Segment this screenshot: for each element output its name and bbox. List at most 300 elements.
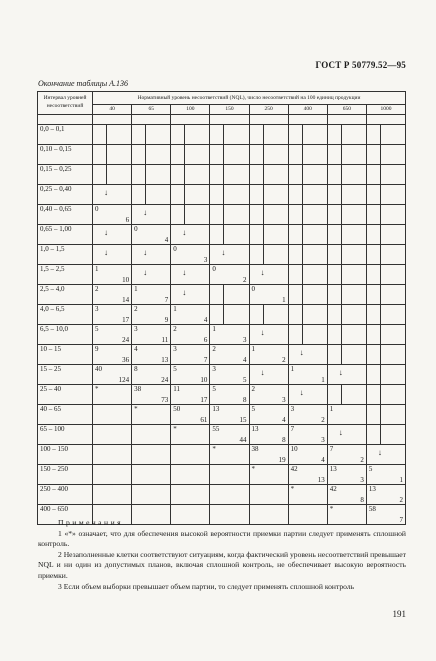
plan-cell [93,245,132,265]
acceptance-number: 42 [329,485,337,493]
plan-cell [288,265,327,285]
plan-cell [210,385,249,405]
blank-cell [171,115,210,125]
plan-cell [210,225,249,245]
plan-cell [93,485,132,505]
plan-cell [288,145,327,165]
plan-cell [132,225,171,245]
acceptance-number: 13 [329,465,337,473]
plan-cell [288,365,327,385]
plan-cell [210,445,249,465]
plan-cell [171,325,210,345]
interval-label: 1,5 – 2,5 [38,265,93,285]
plan-cell [327,345,366,365]
interval-label: 250 – 400 [38,485,93,505]
acceptance-number: 3 [212,365,216,373]
continuation-line [223,225,224,244]
continuation-line [341,285,342,304]
plan-cell [327,125,366,145]
plan-cell [249,165,288,185]
plan-cell [132,265,171,285]
plan-cell [93,385,132,405]
sample-size: 6 [125,216,130,224]
plan-cell [210,285,249,305]
row-header: Интервал уровней несоответствий [38,92,93,115]
acceptance-number: * [134,405,138,413]
continuation-line [302,285,303,304]
plan-cell [288,165,327,185]
column-group-header: Нормативный уровень несоответствий (NQL), число несоответствий на 100 единиц продукции [93,92,406,105]
continuation-line [263,165,264,184]
continuation-line [184,185,185,204]
plan-cell [366,445,405,465]
continuation-line [302,305,303,324]
plan-cell [171,345,210,365]
sample-size: 7 [203,356,208,364]
continuation-line [341,185,342,204]
sample-size: 10 [122,276,130,284]
interval-label: 10 – 15 [38,345,93,365]
plan-cell [327,485,366,505]
plan-cell [132,245,171,265]
acceptance-number: 4 [134,345,138,353]
interval-label: 0,65 – 1,00 [38,225,93,245]
interval-label: 6,5 – 10,0 [38,325,93,345]
plan-cell [249,245,288,265]
continuation-line [223,185,224,204]
acceptance-number: * [251,465,255,473]
acceptance-number: 3 [290,405,295,413]
plan-cell [93,225,132,245]
plan-cell [93,445,132,465]
sample-size: 10 [200,376,208,384]
table-row [38,385,406,405]
plan-cell [132,205,171,225]
plan-cell [249,385,288,405]
column-header: 650 [327,105,366,115]
plan-cell [132,125,171,145]
acceptance-number: 0 [95,205,99,213]
plan-cell [327,365,366,385]
continuation-line [380,145,381,164]
down-arrow-icon: ↓ [182,288,187,297]
plan-cell [249,125,288,145]
plan-cell [249,145,288,165]
continuation-line [223,165,224,184]
acceptance-number: 13 [251,425,259,433]
plan-cell [210,485,249,505]
continuation-line [302,185,303,204]
plan-cell [93,305,132,325]
plan-cell [366,425,405,445]
continuation-line [106,125,107,144]
acceptance-number: 0 [173,245,177,253]
sample-size: 8 [360,496,364,504]
plan-cell [93,145,132,165]
plan-cell [171,245,210,265]
table-row [38,405,406,425]
sample-size: 73 [161,396,169,404]
plan-cell [132,165,171,185]
plan-cell [171,165,210,185]
plan-cell [327,425,366,445]
sample-size: 3 [203,256,208,264]
standard-number: ГОСТ Р 50779.52—95 [315,60,406,70]
sample-size: 24 [161,376,169,384]
sample-size: 17 [122,316,130,324]
continuation-line [223,125,224,144]
acceptance-number: 5 [212,385,216,393]
table-caption: Окончание таблицы А.136 [38,79,129,88]
plan-cell [366,345,405,365]
plan-cell [327,325,366,345]
table-row [38,125,406,145]
plan-cell [171,485,210,505]
plan-cell [249,265,288,285]
sample-size: 4 [321,456,325,464]
continuation-line [380,205,381,224]
sample-size: 6 [203,336,208,344]
plan-cell [93,345,132,365]
acceptance-number: 3 [134,325,138,333]
down-arrow-icon: ↓ [260,268,265,277]
plan-cell [210,125,249,145]
plan-cell [171,445,210,465]
table-row [38,265,406,285]
interval-label: 15 – 25 [38,365,93,385]
down-arrow-icon: ↓ [377,448,382,457]
plan-cell [288,405,327,425]
continuation-line [341,325,342,344]
continuation-line [263,205,264,224]
acceptance-number: 5 [173,365,177,373]
plan-cell [132,345,171,365]
acceptance-number: 3 [95,305,99,313]
continuation-line [302,245,303,264]
sample-size: 17 [200,396,208,404]
plan-cell [210,185,249,205]
continuation-line [106,165,107,184]
continuation-line [380,405,381,424]
continuation-line [380,345,381,364]
plan-cell [366,205,405,225]
plan-cell [93,405,132,425]
sample-size: 2 [360,456,364,464]
plan-cell [366,385,405,405]
acceptance-number: 2 [173,325,177,333]
notes-title: Примечания [58,518,124,527]
acceptance-number: 7 [290,425,295,433]
continuation-line [380,225,381,244]
interval-label: 0,40 – 0,65 [38,205,93,225]
acceptance-number: * [212,445,216,453]
continuation-line [145,145,146,164]
continuation-line [341,345,342,364]
plan-cell [288,185,327,205]
down-arrow-icon: ↓ [182,228,187,237]
continuation-line [341,305,342,324]
interval-label: 2,5 – 4,0 [38,285,93,305]
plan-cell [366,305,405,325]
sample-size: 13 [161,356,169,364]
continuation-line [302,145,303,164]
table-row [38,345,406,365]
continuation-line [223,305,224,324]
note-1: 1 «*» означает, что для обеспечения высокой вероятности приемки партии следует применять сплошной контроль. [38,528,406,549]
acceptance-number: 7 [329,445,334,453]
acceptance-number: * [329,505,334,513]
down-arrow-icon: ↓ [104,248,108,257]
down-arrow-icon: ↓ [299,348,304,357]
continuation-line [341,385,342,404]
table-row [38,205,406,225]
blank-cell [210,115,249,125]
plan-cell [171,385,210,405]
sample-size: 24 [122,336,130,344]
sample-size: 5 [243,376,247,384]
plan-cell [288,345,327,365]
sample-size: 4 [282,416,286,424]
acceptance-number: 2 [95,285,99,293]
acceptance-number: 13 [368,485,376,493]
continuation-line [145,185,146,204]
continuation-line [380,185,381,204]
plan-cell [210,345,249,365]
plan-cell [93,365,132,385]
sample-size: 8 [243,396,247,404]
acceptance-number: 40 [95,365,102,373]
nql-table [37,91,406,525]
plan-cell [132,405,171,425]
interval-label: 25 – 40 [38,385,93,405]
continuation-line [341,145,342,164]
column-header: 250 [249,105,288,115]
continuation-line [341,125,342,144]
down-arrow-icon: ↓ [104,188,108,197]
plan-cell [171,305,210,325]
continuation-line [184,165,185,184]
plan-cell [93,125,132,145]
plan-cell [327,405,366,425]
sample-size: 3 [282,396,286,404]
plan-cell [210,405,249,425]
plan-cell [171,125,210,145]
continuation-line [380,305,381,324]
continuation-line [223,205,224,224]
plan-cell [366,125,405,145]
continuation-line [380,265,381,284]
plan-cell [210,465,249,485]
plan-cell [93,285,132,305]
table-row [38,365,406,385]
plan-cell [288,325,327,345]
plan-cell [171,425,210,445]
blank-cell [327,115,366,125]
acceptance-number: 50 [173,405,181,413]
plan-cell [210,265,249,285]
acceptance-number: 0 [251,285,255,293]
sample-size: 1 [282,296,286,304]
plan-cell [93,425,132,445]
table-row [38,445,406,465]
plan-cell [210,165,249,185]
continuation-line [380,325,381,344]
blank-cell [93,115,132,125]
continuation-line [223,285,224,304]
interval-label: 1,0 – 1,5 [38,245,93,265]
down-arrow-icon: ↓ [338,428,343,437]
table-row [38,245,406,265]
plan-cell [327,265,366,285]
column-header: 150 [210,105,249,115]
plan-cell [171,365,210,385]
continuation-line [341,265,342,284]
continuation-line [145,165,146,184]
continuation-line [263,245,264,264]
sample-size: 13 [317,476,325,484]
acceptance-number: * [95,385,99,393]
sample-size: 4 [243,356,247,364]
plan-cell [249,205,288,225]
acceptance-number: 1 [212,325,216,333]
plan-cell [288,125,327,145]
plan-cell [93,205,132,225]
continuation-line [263,185,264,204]
sample-size: 15 [239,416,247,424]
plan-cell [327,165,366,185]
plan-cell [327,445,366,465]
blank-cell [288,115,327,125]
continuation-line [184,145,185,164]
plan-cell [366,165,405,185]
sample-size: 9 [164,316,169,324]
down-arrow-icon: ↓ [104,228,108,237]
sample-size: 3 [243,336,247,344]
sample-size: 14 [122,296,130,304]
plan-cell [93,465,132,485]
continuation-line [380,425,381,444]
continuation-line [302,165,303,184]
plan-cell [210,145,249,165]
table-row [38,465,406,485]
plan-cell [288,205,327,225]
table-row [38,145,406,165]
plan-cell [249,185,288,205]
down-arrow-icon: ↓ [260,328,265,337]
plan-cell [288,485,327,505]
plan-cell [93,325,132,345]
sample-size: 1 [399,476,403,484]
sample-size: 7 [164,296,169,304]
column-header: 400 [288,105,327,115]
acceptance-number: 9 [95,345,99,353]
blank-cell [132,115,171,125]
plan-cell [210,425,249,445]
sample-size: 19 [278,456,286,464]
plan-cell [249,345,288,365]
plan-cell [288,385,327,405]
acceptance-number: * [173,425,177,433]
down-arrow-icon: ↓ [299,388,304,397]
plan-cell [366,465,405,485]
plan-cell [210,305,249,325]
plan-cell [327,205,366,225]
table-row [38,325,406,345]
continuation-line [106,145,107,164]
continuation-line [380,165,381,184]
plan-cell [327,305,366,325]
sample-size: 61 [200,416,208,424]
sample-size: 11 [161,336,169,344]
acceptance-number: 38 [251,445,259,453]
notes [38,518,406,592]
down-arrow-icon: ↓ [143,268,148,277]
acceptance-number: 3 [173,345,177,353]
acceptance-number: 1 [173,305,177,313]
continuation-line [380,245,381,264]
interval-label: 4,0 – 6,5 [38,305,93,325]
column-header: 100 [171,105,210,115]
sample-size: 2 [282,356,286,364]
down-arrow-icon: ↓ [182,268,187,277]
continuation-line [341,225,342,244]
acceptance-number: 13 [212,405,220,413]
plan-cell [327,145,366,165]
down-arrow-icon: ↓ [143,248,148,257]
table-row [38,185,406,205]
plan-cell [327,185,366,205]
acceptance-number: 1 [134,285,138,293]
plan-cell [171,185,210,205]
plan-cell [366,365,405,385]
acceptance-number: 2 [212,345,216,353]
plan-cell [249,405,288,425]
acceptance-number: 2 [134,305,138,313]
acceptance-number: 11 [173,385,180,393]
continuation-line [184,205,185,224]
plan-cell [132,285,171,305]
sample-size: 2 [399,496,403,504]
plan-cell [366,405,405,425]
acceptance-number: 10 [290,445,298,453]
continuation-line [145,125,146,144]
plan-cell [132,485,171,505]
plan-cell [132,385,171,405]
acceptance-number: 55 [212,425,220,433]
plan-cell [93,185,132,205]
plan-cell [132,185,171,205]
sample-size: 36 [122,356,130,364]
continuation-line [302,205,303,224]
blank-cell [249,115,288,125]
sample-size: 2 [243,276,247,284]
sample-size: 1 [321,376,325,384]
plan-cell [288,305,327,325]
table-row [38,285,406,305]
acceptance-number: 38 [134,385,142,393]
plan-cell [132,305,171,325]
page-number: 191 [392,609,406,619]
plan-cell [132,145,171,165]
plan-cell [132,445,171,465]
plan-cell [366,265,405,285]
sample-size: 3 [321,436,325,444]
down-arrow-icon: ↓ [143,208,148,217]
acceptance-number: 1 [290,365,295,373]
blank-cell [366,115,405,125]
interval-label: 400 – 650 [38,505,93,525]
down-arrow-icon: ↓ [221,248,226,257]
